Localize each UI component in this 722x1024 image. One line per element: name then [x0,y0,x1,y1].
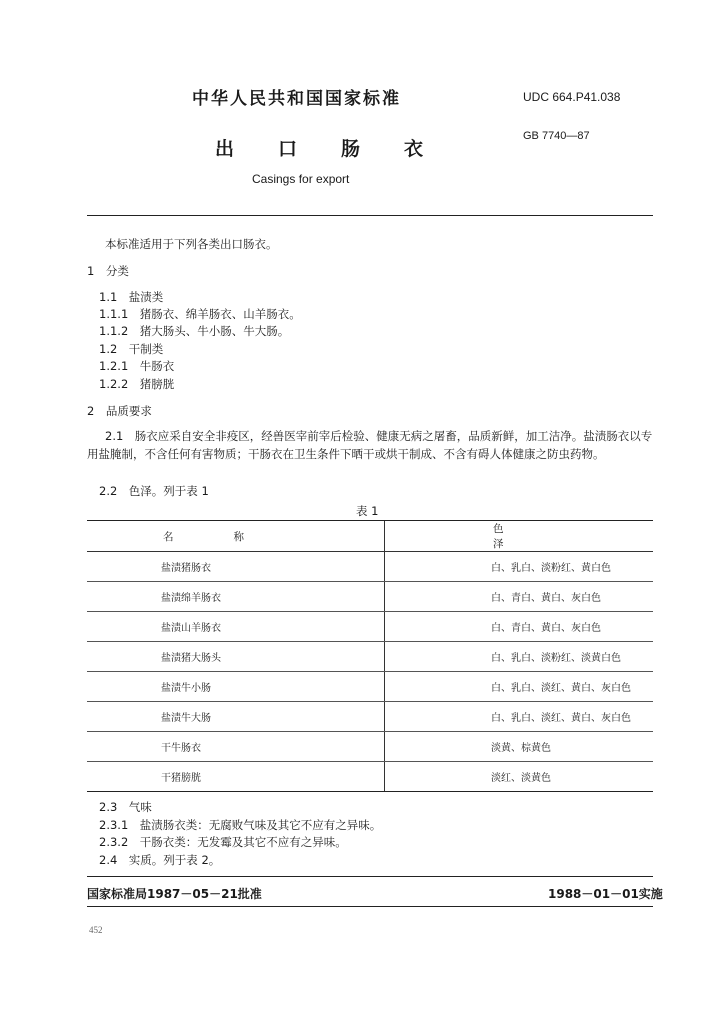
table-row [87,702,653,732]
table-cell-name: 盐渍牛大肠 [87,702,385,732]
table-cell-name: 盐渍牛小肠 [87,672,385,702]
table-cell-name: 盐渍绵羊肠衣 [87,582,385,612]
table-row [87,552,653,582]
header-divider [87,215,653,216]
table-cell-name: 干牛肠衣 [87,732,385,762]
table-cell-name: 盐渍山羊肠衣 [87,612,385,642]
standard-name: 中华人民共和国国家标准 [192,89,401,109]
list-item: 1.2 干制类 [99,342,164,356]
table-row [87,582,653,612]
udc-code: UDC 664.P41.038 [523,90,621,104]
table-cell-color: 白、乳白、淡粉红、淡黄白色 [385,642,654,672]
list-item: 2.3.2 干肠衣类：无发霉及其它不应有之异味。 [99,835,347,849]
table-header-row [87,521,653,552]
table-cell-name: 盐渍猪肠衣 [87,552,385,582]
english-subtitle: Casings for export [252,172,350,186]
footer-bottom-rule [87,906,653,907]
section-1-heading: 1 分类 [87,264,129,278]
list-item: 2.3.1 盐渍肠衣类：无腐败气味及其它不应有之异味。 [99,818,382,832]
list-item: 1.1.1 猪肠衣、绵羊肠衣、山羊肠衣。 [99,307,301,321]
list-item: 1.2.2 猪膀胱 [99,377,175,391]
list-item: 1.1 盐渍类 [99,290,164,304]
list-item: 1.2.1 牛肠衣 [99,359,175,373]
table-cell-color: 白、青白、黄白、灰白色 [385,612,654,642]
table-header-name: 名称 [87,521,385,552]
table-cell-color: 白、乳白、淡红、黄白、灰白色 [385,672,654,702]
table-caption: 表 1 [356,504,379,518]
table-cell-name: 干猪膀胱 [87,762,385,792]
effective-date: 1988－01－01实施 [548,887,663,901]
table-cell-color: 淡红、淡黄色 [385,762,654,792]
table-row [87,732,653,762]
color-table [87,521,653,792]
table-cell-color: 白、青白、黄白、灰白色 [385,582,654,612]
gb-code: GB 7740—87 [523,130,590,142]
table-cell-color: 白、乳白、淡红、黄白、灰白色 [385,702,654,732]
item-2-2: 2.2 色泽。列于表 1 [99,484,209,498]
list-item: 1.1.2 猪大肠头、牛小肠、牛大肠。 [99,324,290,338]
table-row [87,612,653,642]
approval-date: 国家标准局1987－05－21批准 [87,887,262,901]
table-row [87,642,653,672]
list-item: 2.4 实质。列于表 2。 [99,853,221,867]
table-header-color: 色泽 [385,521,654,552]
table-cell-color: 淡黄、棕黄色 [385,732,654,762]
table-row [87,762,653,792]
table-row [87,672,653,702]
list-item: 2.3 气味 [99,800,152,814]
paragraph-2-1: 2.1 肠衣应采自安全非疫区，经兽医宰前宰后检验、健康无病之屠畜，品质新鲜，加工洁净。盐渍肠衣以专用盐腌制，不含任何有害物质；干肠衣在卫生条件下晒干或烘干制成、不含有碍人体健康之防虫药物。 [87,429,653,461]
table-cell-color: 白、乳白、淡粉红、黄白色 [385,552,654,582]
section-2-heading: 2 品质要求 [87,404,152,418]
intro-text: 本标准适用于下列各类出口肠衣。 [105,237,278,251]
footer-divider [87,876,653,877]
page-number: 452 [89,925,103,935]
table-cell-name: 盐渍猪大肠头 [87,642,385,672]
document-title: 出口肠衣 [215,138,468,160]
